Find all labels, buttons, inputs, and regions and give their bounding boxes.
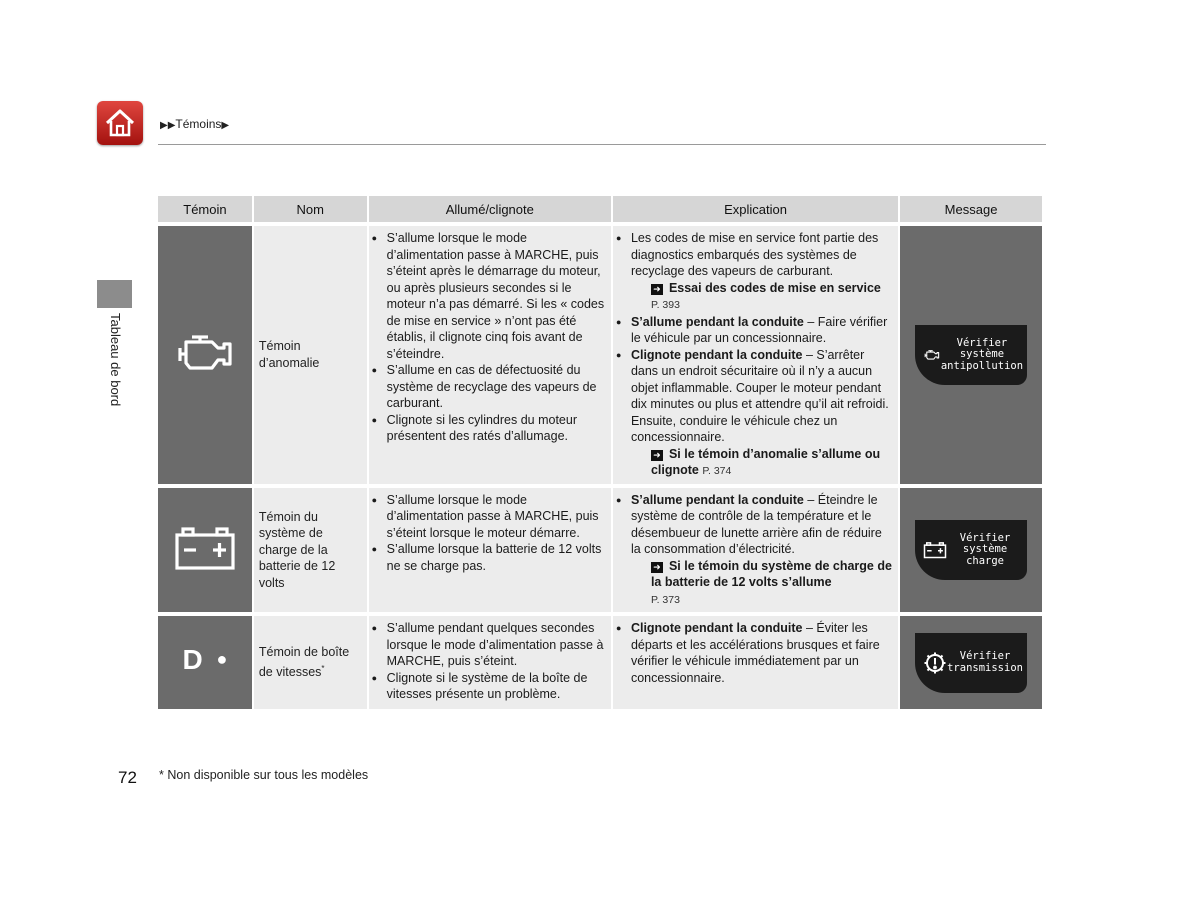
- message-text: Vérifier transmission: [947, 650, 1023, 674]
- lit-list: [369, 226, 611, 449]
- lit-list: [369, 488, 611, 579]
- breadcrumb-arrows-icon: ▶▶: [160, 120, 176, 131]
- message-display: [915, 325, 1027, 385]
- list-item: ● Clignote pendant la conduite – S’arrêter dans un endroit sécuritaire où il n’y a aucun objet inflammable. Couper le moteur pendant dix minutes ou plus et attendre qu’il ait refroidi. Ensuite, conduire le véhicule chez un concessionnaire. ➜ Si le témoin d’anomalie s’allume ou clignote P. 374: [631, 347, 892, 480]
- table-header-row: [158, 196, 1042, 222]
- icon-cell: [158, 488, 252, 613]
- list-item: ● Les codes de mise en service font partie des diagnostics embarqués des systèmes de recyclage des vapeurs de carburant. ➜ Essai des codes de mise en service P. 393: [631, 230, 892, 314]
- footnote: * Non disponible sur tous les modèles: [159, 768, 369, 782]
- header-allume: Allumé/clignote: [369, 196, 611, 222]
- header-nom: Nom: [254, 196, 367, 222]
- lit-cell: [369, 226, 611, 484]
- explanation-cell: [613, 616, 898, 709]
- explanation-list: [613, 226, 898, 484]
- list-item: ● Clignote si les cylindres du moteur présentent des ratés d’allumage.: [387, 412, 605, 445]
- message-display: [915, 633, 1027, 693]
- check-engine-icon: [923, 346, 941, 364]
- list-item: ● S’allume pendant quelques secondes lorsque le mode d’alimentation passe à MARCHE, puis s’éteint.: [387, 620, 605, 670]
- lit-cell: [369, 488, 611, 613]
- battery-icon: [923, 541, 947, 559]
- list-item: ● S’allume pendant la conduite – Éteindre le système de contrôle de la température et le désembueur de lunette arrière afin de réduire la consommation d’électricité. ➜ Si le témoin du système de charge de la batterie de 12 volts s’allume P. 373: [631, 492, 892, 609]
- table-row: [158, 488, 1042, 613]
- home-icon: [104, 108, 136, 138]
- explanation-cell: [613, 226, 898, 484]
- message-display: [915, 520, 1027, 580]
- table-row: [158, 226, 1042, 484]
- page-number: 72: [118, 768, 137, 787]
- list-item: ● S’allume en cas de défectuosité du système de recyclage des vapeurs de carburant.: [387, 362, 605, 412]
- list-item: ● S’allume lorsque la batterie de 12 volts ne se charge pas.: [387, 541, 605, 574]
- reference-title[interactable]: Essai des codes de mise en service: [668, 280, 881, 295]
- breadcrumb[interactable]: [160, 117, 229, 131]
- name-cell: Témoin du système de charge de la batterie de 12 volts: [254, 488, 367, 613]
- lit-list: [369, 616, 611, 707]
- reference-title[interactable]: Si le témoin du système de charge de la batterie de 12 volts s’allume: [650, 558, 892, 589]
- list-item: ● S’allume lorsque le mode d’alimentation passe à MARCHE, puis s’éteint lorsque le moteur démarre.: [387, 492, 605, 542]
- home-button[interactable]: [97, 101, 143, 145]
- name-cell: Témoin de boîte de vitesses*: [254, 616, 367, 709]
- list-item: ● Clignote pendant la conduite – Éviter les départs et les accélérations brusques et faire vérifier le véhicule immédiatement par un concessionnaire.: [631, 620, 892, 686]
- explanation-list: [613, 616, 898, 690]
- explanation-list: [613, 488, 898, 613]
- list-item: ● S’allume lorsque le mode d’alimentation passe à MARCHE, puis s’éteint après le démarrage du moteur, ou après plusieurs secondes si le moteur n’a pas démarré. Si les « codes de mise en service » n’ont pas été établis, il clignote cinq fois avant de s’éteindre.: [387, 230, 605, 362]
- list-item: ● Clignote si le système de la boîte de vitesses présente un problème.: [387, 670, 605, 703]
- page-reference[interactable]: P. 373: [650, 593, 680, 606]
- lit-cell: [369, 616, 611, 709]
- side-tab-label: Tableau de bord: [108, 313, 123, 407]
- reference-arrow-icon: ➜: [651, 284, 663, 295]
- breadcrumb-arrow-icon: ▶: [221, 120, 230, 131]
- reference-arrow-icon: ➜: [651, 450, 663, 461]
- icon-cell: [158, 616, 252, 709]
- check-engine-icon: [172, 330, 238, 376]
- transmission-d-icon: D ●: [182, 644, 228, 676]
- cross-reference[interactable]: [631, 446, 892, 480]
- message-cell: [900, 226, 1042, 484]
- footnote-marker: *: [321, 663, 325, 673]
- header-divider: [158, 144, 1046, 145]
- battery-icon: [173, 525, 237, 571]
- cross-reference[interactable]: [631, 558, 892, 609]
- list-item: ● S’allume pendant la conduite – Faire vérifier le véhicule par un concessionnaire.: [631, 314, 892, 347]
- icon-cell: [158, 226, 252, 484]
- header-message: Message: [900, 196, 1042, 222]
- cross-reference[interactable]: [631, 280, 892, 314]
- header-explication: Explication: [613, 196, 898, 222]
- explanation-cell: [613, 488, 898, 613]
- header-temoin: Témoin: [158, 196, 252, 222]
- table-row: [158, 616, 1042, 709]
- reference-title[interactable]: Si le témoin d’anomalie s’allume ou clignote: [650, 446, 881, 477]
- name-cell: Témoin d’anomalie: [254, 226, 367, 484]
- side-tab-marker: [97, 280, 132, 308]
- message-text: Vérifier système antipollution: [940, 336, 1024, 372]
- page-reference[interactable]: P. 374: [702, 465, 732, 477]
- reference-arrow-icon: ➜: [651, 562, 663, 573]
- transmission-warning-icon: [923, 651, 947, 675]
- message-text: Vérifier système charge: [959, 531, 1011, 567]
- message-cell: [900, 616, 1042, 709]
- message-cell: [900, 488, 1042, 613]
- warning-lights-table: [156, 192, 1044, 713]
- page-reference[interactable]: P. 393: [650, 299, 680, 311]
- breadcrumb-label[interactable]: Témoins: [175, 117, 222, 131]
- indicator-dot-icon: ●: [216, 649, 228, 670]
